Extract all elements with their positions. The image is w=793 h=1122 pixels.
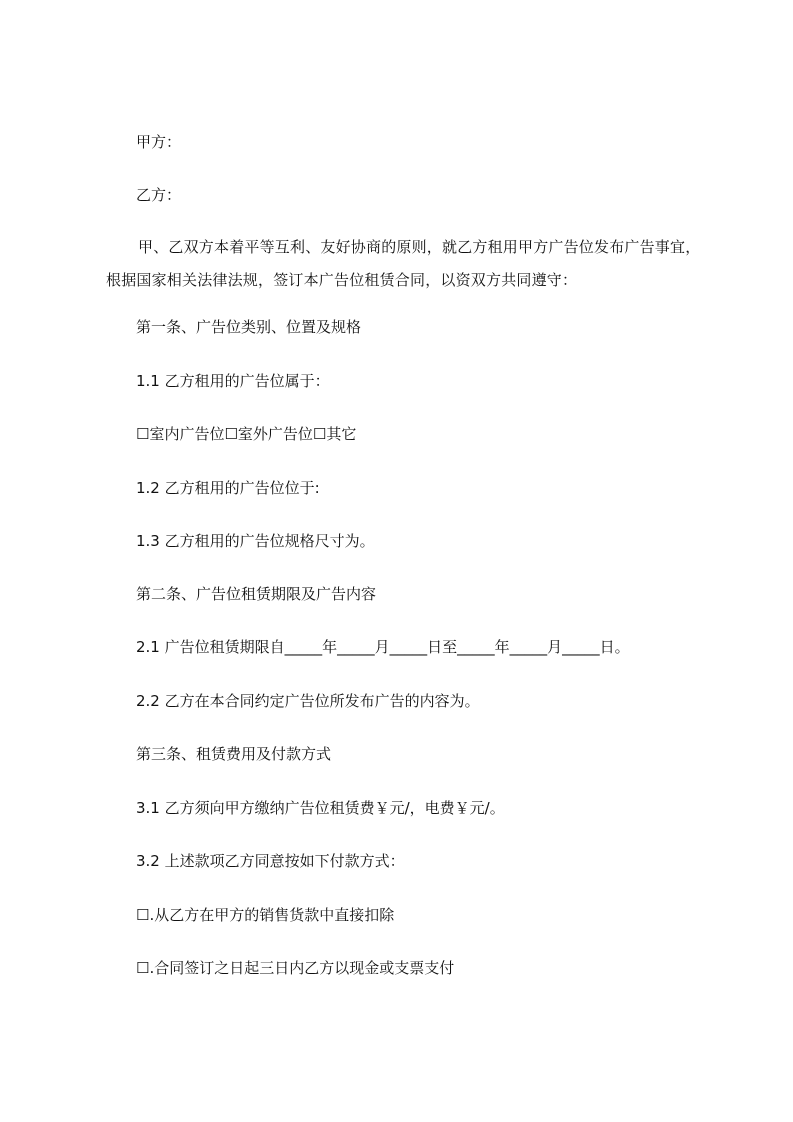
party-b-label: 乙方： bbox=[136, 186, 182, 204]
item-3-1: 3.1 乙方须向甲方缴纳广告位租赁费￥元/，电费￥元/。 bbox=[136, 799, 505, 817]
article-1-title: 第一条、广告位类别、位置及规格 bbox=[136, 318, 362, 336]
item-2-2: 2.2 乙方在本合同约定广告位所发布广告的内容为。 bbox=[136, 692, 480, 710]
item-1-1: 1.1 乙方租用的广告位属于： bbox=[136, 372, 330, 390]
item-1-3: 1.3 乙方租用的广告位规格尺寸为。 bbox=[136, 532, 375, 550]
item-3-2: 3.2 上述款项乙方同意按如下付款方式： bbox=[136, 852, 405, 870]
item-2-1: 2.1 广告位租赁期限自_____年_____月_____日至_____年_____月_____日。 bbox=[136, 638, 630, 656]
party-a-label: 甲方： bbox=[136, 133, 182, 151]
payment-option-1: ☐.从乙方在甲方的销售货款中直接扣除 bbox=[136, 906, 395, 924]
article-3-title: 第三条、租赁费用及付款方式 bbox=[136, 745, 332, 763]
intro-paragraph: 甲、乙双方本着平等互利、友好协商的原则，就乙方租用甲方广告位发布广告事宜，根据国家相关法律法规，签订本广告位租赁合同，以资双方共同遵守： bbox=[106, 238, 701, 289]
item-1-2: 1.2 乙方租用的广告位位于: bbox=[136, 479, 320, 497]
item-1-1-options: ☐室内广告位☐室外广告位☐其它 bbox=[136, 425, 357, 443]
article-2-title: 第二条、广告位租赁期限及广告内容 bbox=[136, 585, 377, 603]
payment-option-2: ☐.合同签订之日起三日内乙方以现金或支票支付 bbox=[136, 959, 455, 977]
